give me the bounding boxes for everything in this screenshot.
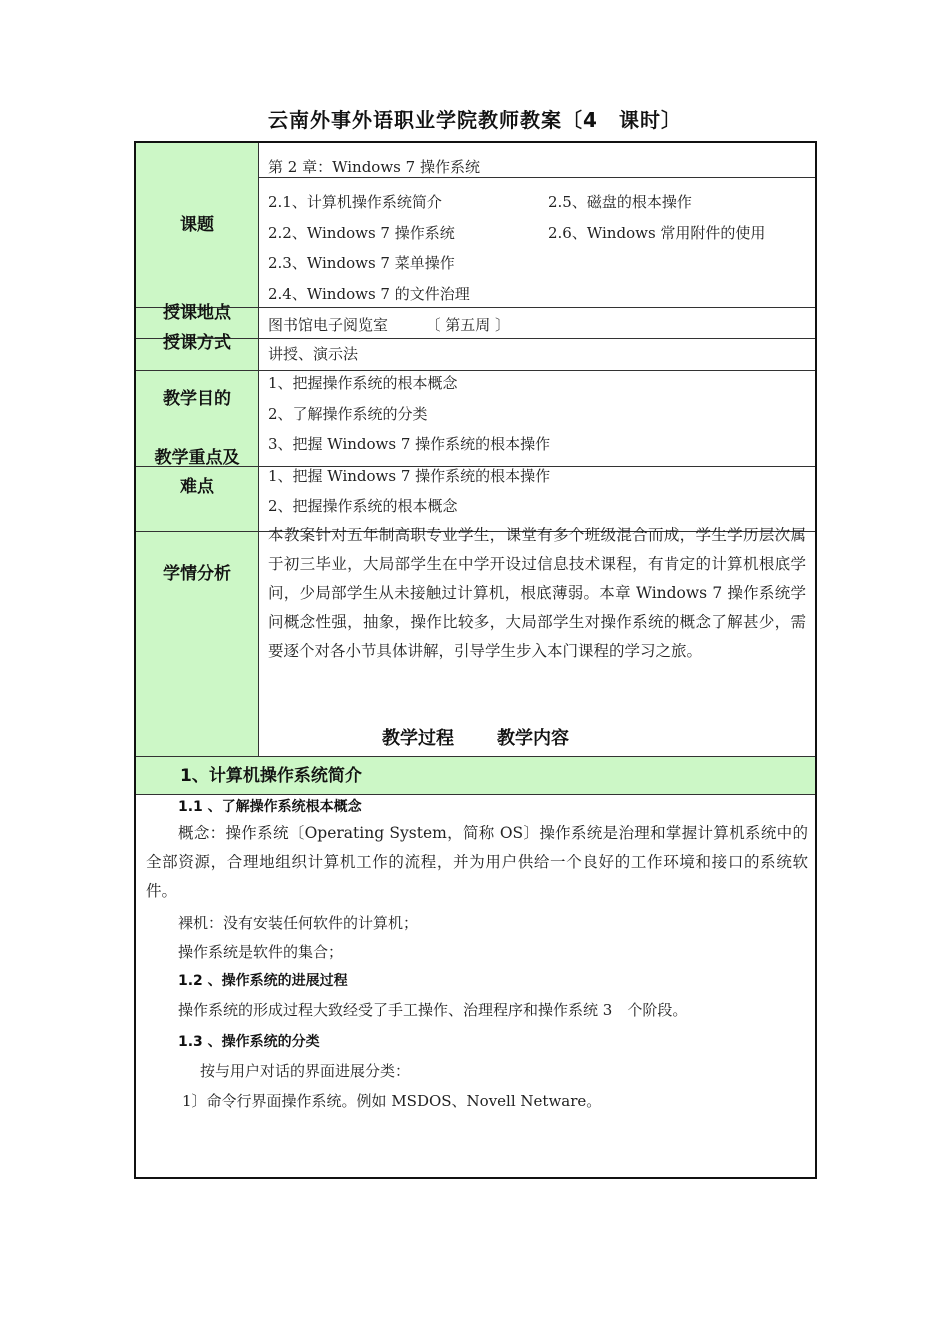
subsection-heading: 1.3 、操作系统的分类 bbox=[178, 1034, 320, 1050]
label-method: 授课方式 bbox=[163, 333, 231, 353]
process-heading-right: 教学内容 bbox=[497, 728, 569, 749]
section-item: 2.3、Windows 7 菜单操作 bbox=[268, 254, 455, 272]
label-topic: 课题 bbox=[180, 215, 214, 235]
objective-item: 2、了解操作系统的分类 bbox=[268, 405, 428, 423]
subsection-heading: 1.2 、操作系统的进展过程 bbox=[178, 973, 348, 989]
subsection-heading: 1.1 、了解操作系统根本概念 bbox=[178, 799, 362, 815]
row-divider bbox=[258, 177, 815, 178]
classify-intro-line: 按与用户对话的界面进展分类： bbox=[200, 1062, 411, 1080]
section-item: 2.4、Windows 7 的文件治理 bbox=[268, 285, 470, 303]
concept-paragraph: 概念：操作系统〔Operating System，简称 OS〕操作系统是治理和掌握计算机系统中的全部资源，合理地组织计算机工作的流程，并为用户供给一个良好的工作环境和接口的系统软件。 bbox=[146, 824, 808, 900]
section-item: 2.1、计算机操作系统简介 bbox=[268, 193, 442, 211]
software-set-line: 操作系统是软件的集合； bbox=[178, 943, 344, 961]
bare-machine-line: 裸机：没有安装任何软件的计算机； bbox=[178, 914, 419, 932]
analysis-paragraph: 本教案针对五年制高职专业学生，课堂有多个班级混合而成，学生学历层次属于初三毕业，大局部学生在中学开设过信息技术课程，有肯定的计算机根底学问，少局部学生从未接触过计算机，根底薄弱。本章 Windows 7 操作系统学问概念性强，抽象，操作比较多，大局部学生对操作系统的概念了解甚少，需要逐个对各小节具体讲解，引导学生步入本门课程的学习之旅。 bbox=[268, 526, 806, 660]
label-location: 授课地点 bbox=[163, 303, 231, 323]
label-objective: 教学目的 bbox=[163, 389, 231, 409]
chapter-title: 第 2 章：Windows 7 操作系统 bbox=[268, 158, 480, 176]
row-divider bbox=[136, 756, 815, 757]
section-title: 1、计算机操作系统简介 bbox=[180, 766, 362, 786]
objective-item: 1、把握操作系统的根本概念 bbox=[268, 374, 458, 392]
classify-item: 1〕命令行界面操作系统。例如 MSDOS、Novell Netware。 bbox=[182, 1092, 602, 1110]
section-item: 2.2、Windows 7 操作系统 bbox=[268, 224, 455, 242]
method-value: 讲授、演示法 bbox=[268, 345, 359, 363]
label-keypoints-line1: 教学重点及 bbox=[154, 448, 240, 468]
label-analysis: 学情分析 bbox=[163, 564, 231, 584]
page-title: 云南外事外语职业学院教师教案〔4 课时〕 bbox=[268, 108, 682, 132]
evolution-line: 操作系统的形成过程大致经受了手工操作、治理程序和操作系统 3 个阶段。 bbox=[178, 1001, 688, 1019]
section-item: 2.5、磁盘的根本操作 bbox=[548, 193, 692, 211]
row-divider bbox=[136, 370, 815, 371]
row-divider bbox=[136, 794, 815, 795]
keypoint-item: 1、把握 Windows 7 操作系统的根本操作 bbox=[268, 467, 551, 485]
location-value: 图书馆电子阅览室 〔 第五周 〕 bbox=[268, 316, 511, 334]
keypoint-item: 2、把握操作系统的根本概念 bbox=[268, 497, 458, 515]
section-item: 2.6、Windows 常用附件的使用 bbox=[548, 224, 766, 242]
label-keypoints-line2: 难点 bbox=[180, 477, 214, 497]
objective-item: 3、把握 Windows 7 操作系统的根本操作 bbox=[268, 435, 551, 453]
process-heading-left: 教学过程 bbox=[382, 728, 454, 749]
